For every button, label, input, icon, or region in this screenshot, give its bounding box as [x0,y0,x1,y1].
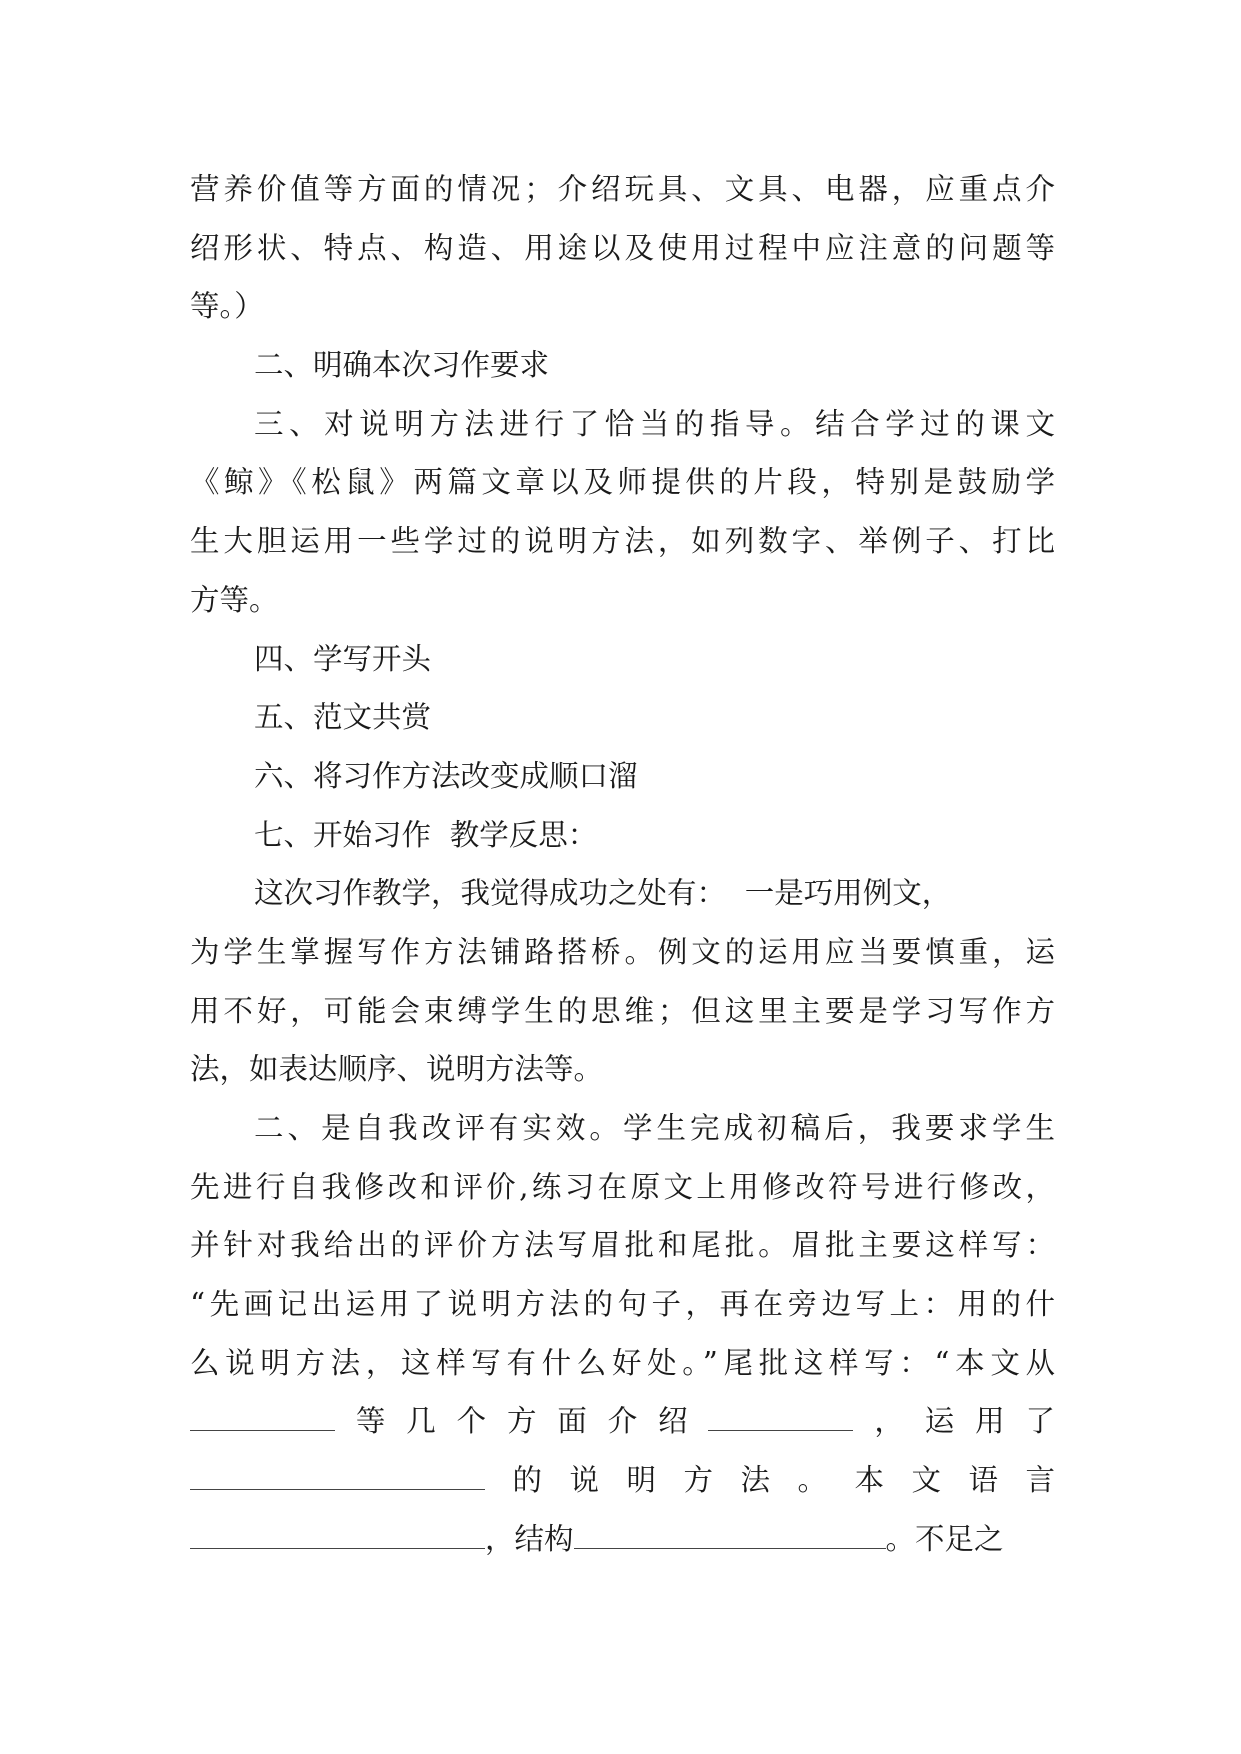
fill-line-3 [190,1510,1055,1569]
text-line: 么说明方法，这样写有什么好处。”尾批这样写：“本文从 [190,1345,1055,1380]
text-line: 为学生掌握写作方法铺路搭桥。例文的运用应当要慎重，运 [190,934,1055,969]
text-line: 绍形状、特点、构造、用途以及使用过程中应注意的问题等 [190,230,1055,265]
text-line: 六、将习作方法改变成顺口溜 [254,758,638,793]
fill-char: 方 [506,1404,537,1439]
fill-blank [708,1404,853,1432]
text-line: “先画记出运用了说明方法的句子，再在旁边写上：用的什 [190,1287,1055,1322]
fill-char: 明 [626,1463,656,1498]
fill-char: 本 [854,1463,884,1498]
text-line: 法，如表达顺序、说明方法等。 [190,1052,604,1087]
text-line: 二、明确本次习作要求 [254,348,550,383]
text-line: 并针对我给出的评价方法写眉批和尾批。眉批主要这样写： [190,1228,1055,1263]
fill-char: 几 [406,1404,436,1439]
text-line: 营养价值等方面的情况；介绍玩具、文具、电器，应重点介 [190,172,1055,206]
fill-blank [190,1463,485,1491]
fill-char: 介 [607,1404,638,1439]
text-line: 先进行自我修改和评价,练习在原文上用修改符号进行修改， [190,1169,1055,1204]
text-line: 用不好，可能会束缚学生的思维；但这里主要是学习写作方 [190,993,1055,1028]
text-line: 这次习作教学，我觉得成功之处有： 一是巧用例文， [254,876,952,911]
fill-char: 面 [557,1404,587,1439]
text-line: 生大胆运用一些学过的说明方法，如列数字、举例子、打比 [190,524,1055,559]
fill-char: 语 [968,1463,998,1498]
text-line: 四、学写开头 [254,641,432,676]
text-line: 三、对说明方法进行了恰当的指导。结合学过的课文 [254,406,1055,441]
text-line: 五、范文共赏 [254,700,432,735]
body-text [190,160,1055,1569]
fill-char: 说 [569,1463,599,1498]
fill-text: ，结构 [485,1521,574,1556]
fill-blank [574,1521,886,1549]
fill-line-1 [190,1392,1055,1451]
fill-char: 。 [797,1463,827,1498]
fill-blank [190,1404,335,1432]
text-line: 七、开始习作 教学反思： [254,817,598,852]
fill-char: 运 [924,1404,955,1439]
text-line: 《鲸》《松鼠》两篇文章以及师提供的片段，特别是鼓励学 [190,465,1055,500]
fill-char: 等 [355,1404,386,1439]
fill-char: 方 [683,1463,713,1498]
fill-char: 了 [1025,1404,1055,1439]
text-line: 二、是自我改评有实效。学生完成初稿后，我要求学生 [254,1111,1055,1145]
fill-char: 文 [911,1463,941,1498]
fill-line-2 [190,1451,1055,1510]
fill-char: 法 [740,1463,770,1498]
fill-char: 个 [456,1404,487,1439]
fill-char: ， [874,1404,904,1439]
fill-char: 言 [1025,1463,1055,1498]
fill-blank [190,1521,485,1549]
fill-char: 用 [975,1404,1005,1439]
text-line: 等。） [190,289,264,324]
fill-char: 的 [512,1463,542,1498]
fill-char: 绍 [658,1404,688,1439]
text-line: 方等。 [190,582,279,617]
fill-text: 。不足之 [885,1521,1004,1556]
